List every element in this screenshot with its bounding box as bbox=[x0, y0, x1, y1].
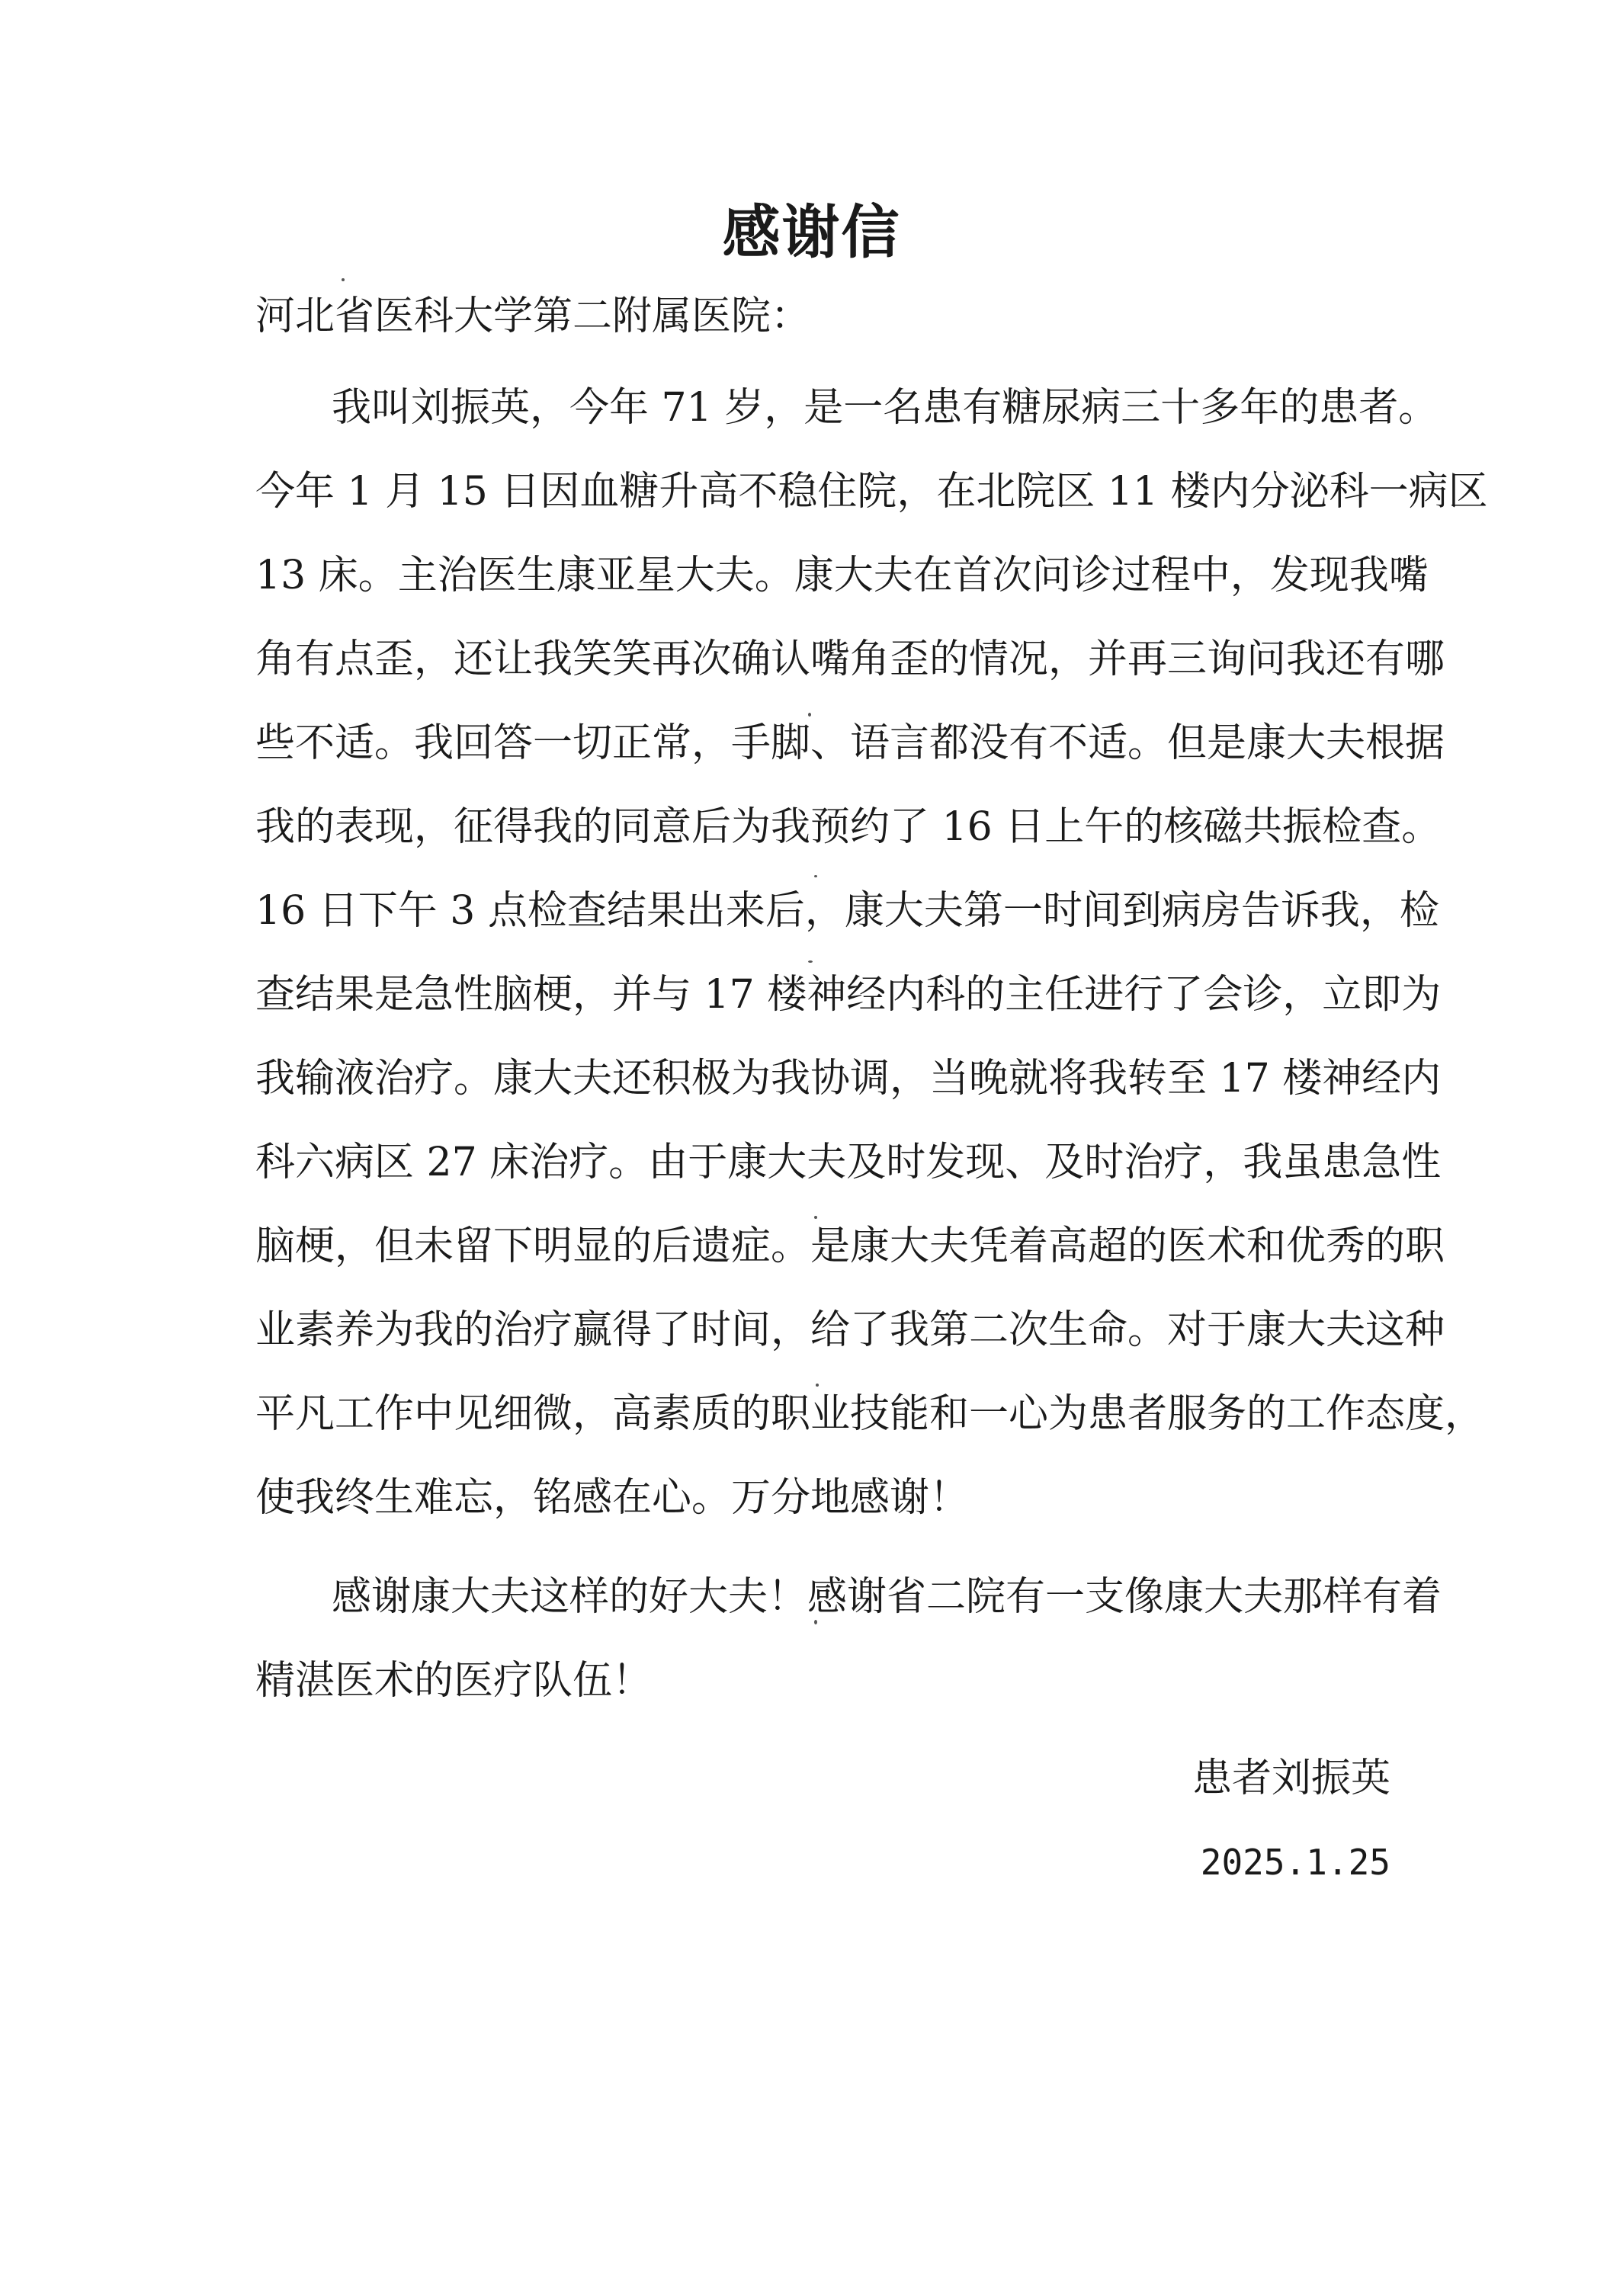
letter-title: 感谢信 bbox=[722, 198, 901, 266]
paragraph-line: 感谢康大夫这样的好大夫！感谢省二院有一支像康大夫那样有着 bbox=[332, 1574, 1442, 1620]
paragraph-line: 13 床。主治医生康亚星大夫。康大夫在首次问诊过程中，发现我嘴 bbox=[255, 553, 1429, 598]
paragraph-line: 查结果是急性脑梗，并与 17 楼神经内科的主任进行了会诊，立即为 bbox=[255, 972, 1442, 1018]
scan-speck bbox=[814, 1620, 817, 1624]
paragraph-line: 业素养为我的治疗赢得了时间，给了我第二次生命。对于康大夫这种 bbox=[255, 1307, 1445, 1353]
scan-speck bbox=[808, 960, 813, 963]
paragraph-line: 我叫刘振英，今年 71 岁，是一名患有糖尿病三十多年的患者。 bbox=[332, 385, 1439, 431]
paragraph-line: 使我终生难忘，铭感在心。万分地感谢！ bbox=[255, 1475, 970, 1521]
paragraph-line: 科六病区 27 床治疗。由于康大夫及时发现、及时治疗，我虽患急性 bbox=[255, 1140, 1442, 1185]
paragraph-line: 16 日下午 3 点检查结果出来后，康大夫第一时间到病房告诉我，检 bbox=[255, 888, 1439, 934]
scan-speck bbox=[814, 1216, 817, 1219]
letter-date: 2025.1.25 bbox=[1200, 1842, 1390, 1883]
paragraph-line: 我输液治疗。康大夫还积极为我协调，当晚就将我转至 17 楼神经内 bbox=[255, 1056, 1442, 1102]
paragraph-line: 些不适。我回答一切正常，手脚、语言都没有不适。但是康大夫根据 bbox=[255, 720, 1445, 766]
paragraph-line: 平凡工作中见细微，高素质的职业技能和一心为患者服务的工作态度， bbox=[255, 1391, 1485, 1437]
signer-name: 患者刘振英 bbox=[1192, 1756, 1390, 1801]
paragraph-line: 角有点歪，还让我笑笑再次确认嘴角歪的情况，并再三询问我还有哪 bbox=[255, 637, 1445, 682]
scan-speck bbox=[816, 1384, 819, 1387]
scan-speck bbox=[814, 875, 817, 877]
paragraph-line: 脑梗，但未留下明显的后遗症。是康大夫凭着高超的医术和优秀的职 bbox=[255, 1223, 1445, 1269]
salutation: 河北省医科大学第二附属医院： bbox=[255, 293, 811, 339]
paragraph-line: 我的表现，征得我的同意后为我预约了 16 日上午的核磁共振检查。 bbox=[255, 804, 1442, 850]
scan-speck bbox=[808, 713, 811, 717]
scan-speck bbox=[342, 278, 345, 281]
paragraph-line: 今年 1 月 15 日因血糖升高不稳住院，在北院区 11 楼内分泌科一病区 bbox=[255, 469, 1488, 515]
paragraph-line: 精湛医术的医疗队伍！ bbox=[255, 1658, 653, 1704]
